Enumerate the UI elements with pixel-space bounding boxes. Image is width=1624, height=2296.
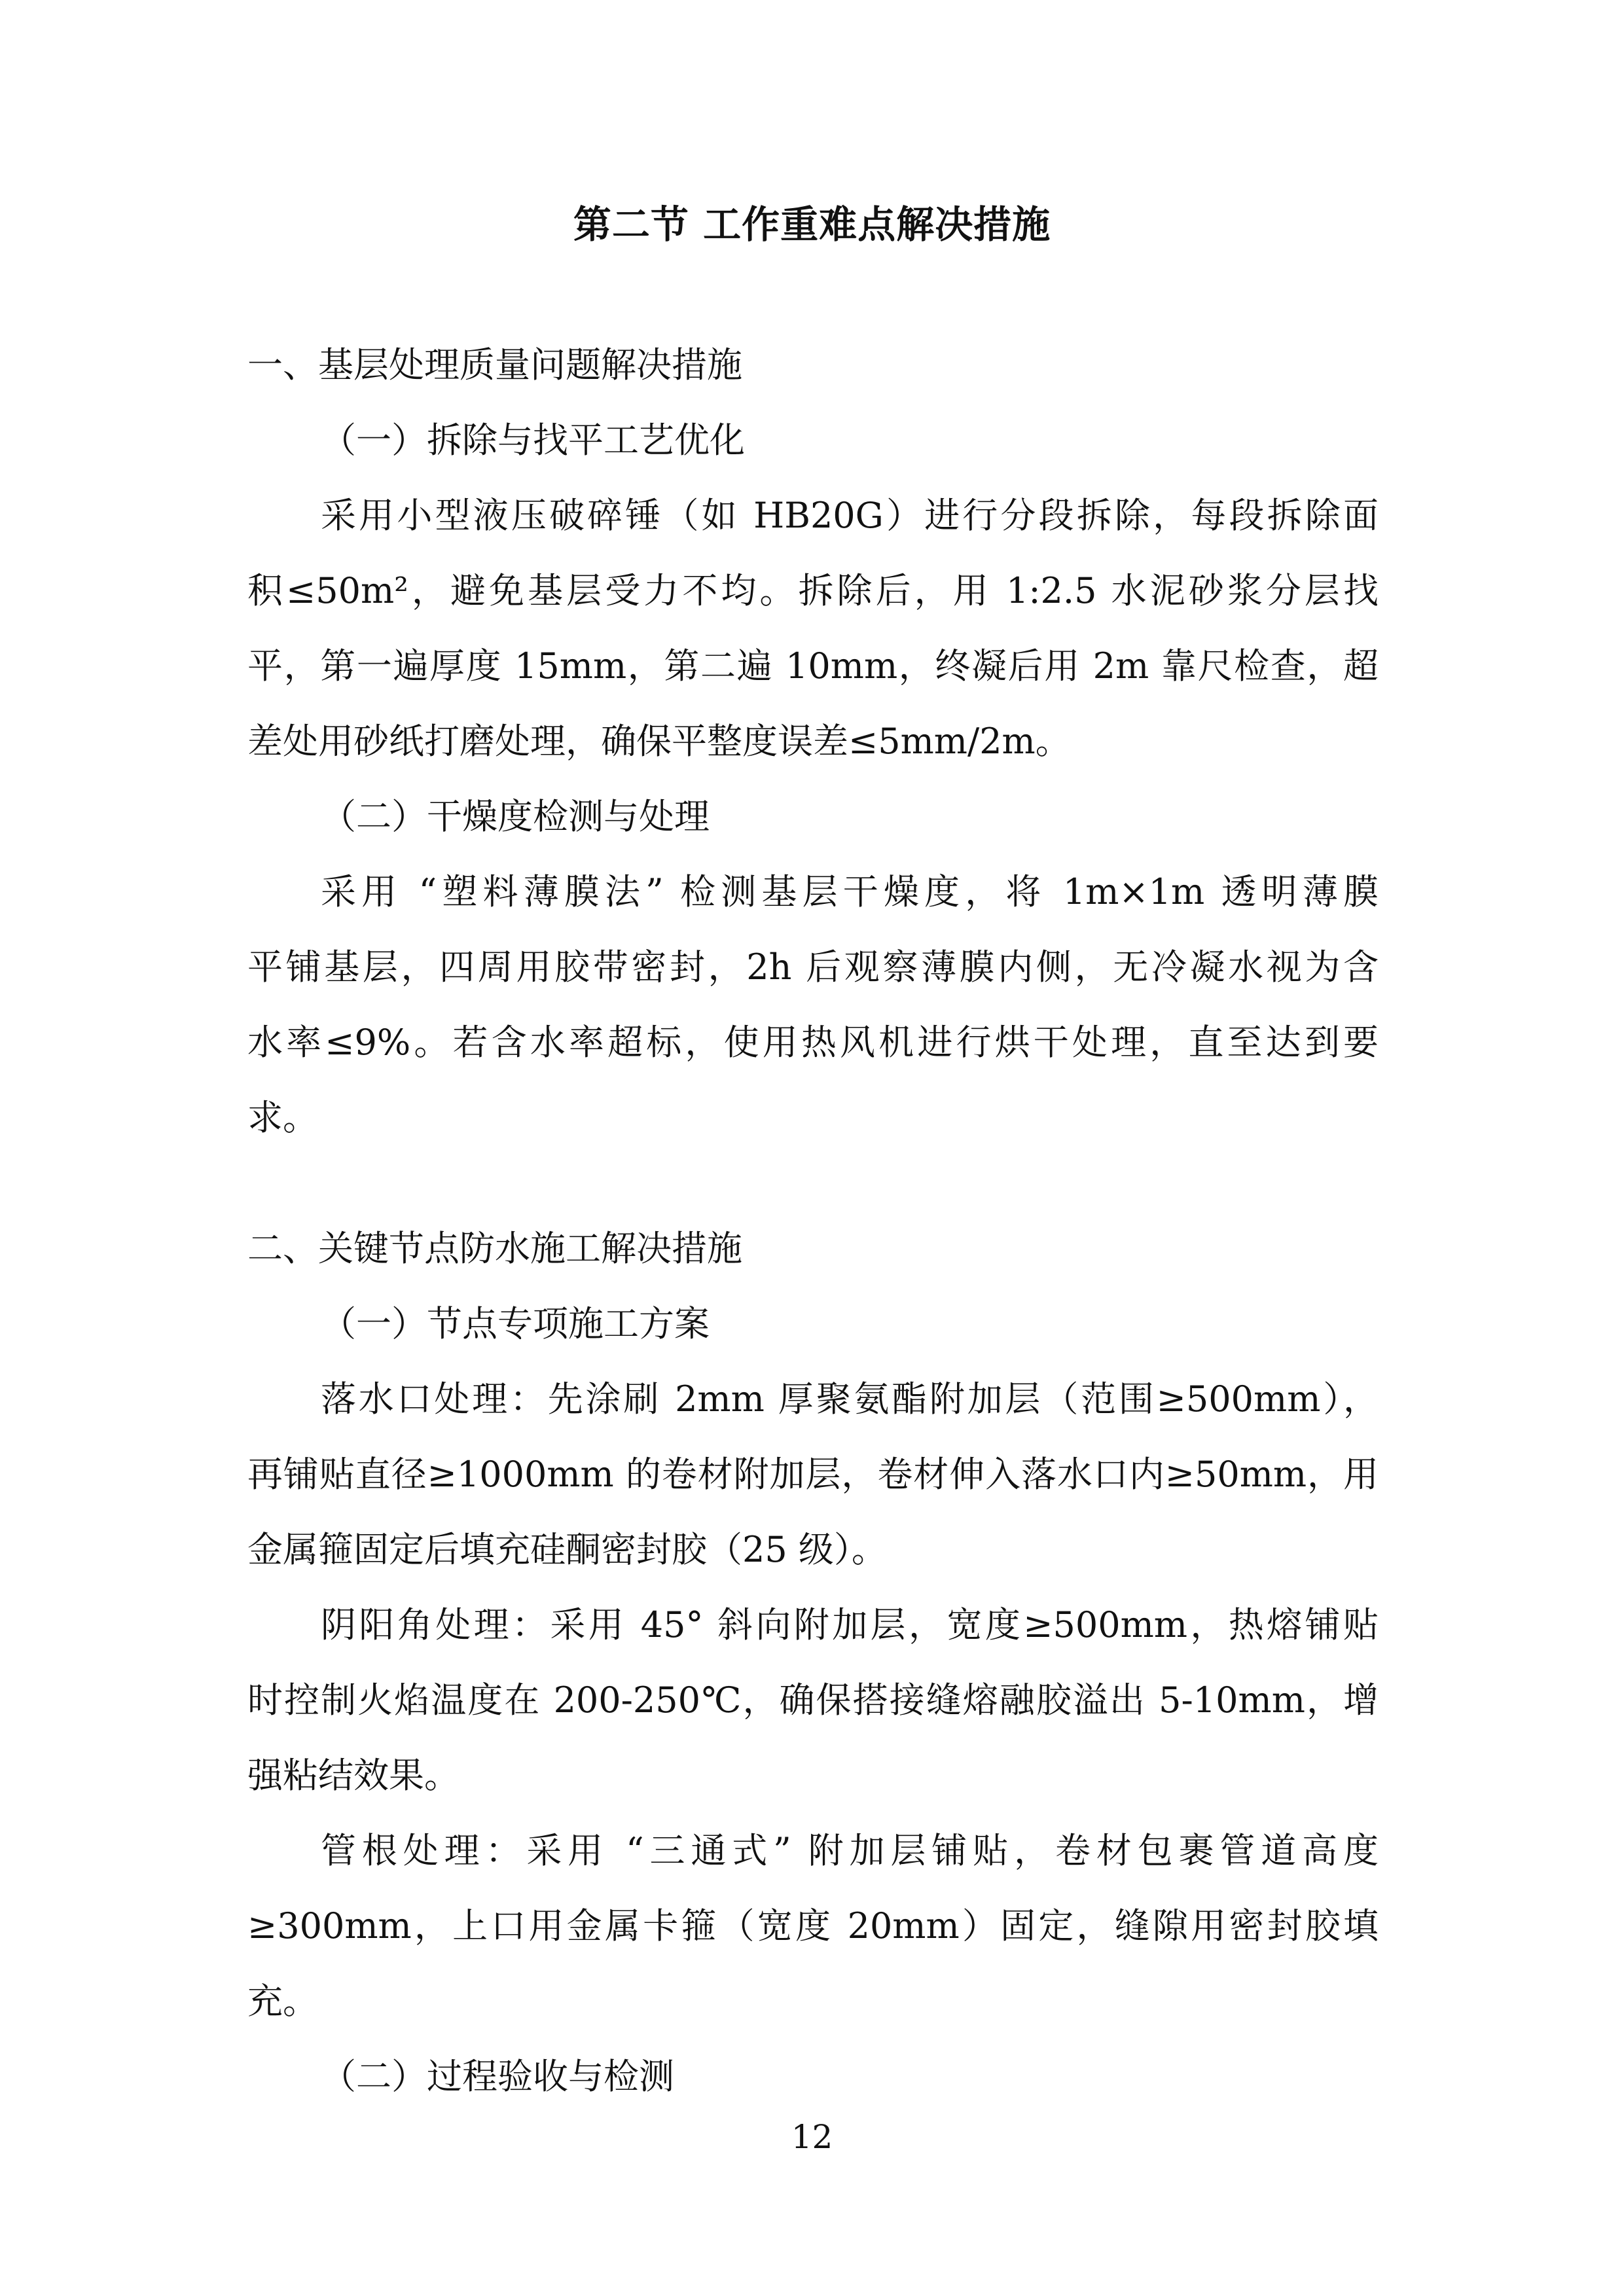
section-spacer: [247, 1155, 1379, 1211]
section-title: 第二节 工作重难点解决措施: [573, 202, 1051, 247]
heading-section-1: 一、基层处理质量问题解决措施: [247, 344, 742, 386]
subheading-2-1: （一）节点专项施工方案: [321, 1303, 710, 1344]
paragraph-line: 再铺贴直径≥1000mm 的卷材附加层，卷材伸入落水口内≥50mm，用: [247, 1454, 1379, 1495]
paragraph-line: 积≤50m²，避免基层受力不均。拆除后，用 1:2.5 水泥砂浆分层找: [247, 570, 1379, 611]
document-body: [247, 327, 1379, 2114]
paragraph-line: 差处用砂纸打磨处理，确保平整度误差≤5mm/2m。: [247, 721, 1071, 762]
subheading-1-2: （二）干燥度检测与处理: [321, 796, 710, 837]
paragraph-line: 求。: [247, 1097, 318, 1138]
paragraph-line: 金属箍固定后填充硅酮密封胶（25 级）。: [247, 1529, 887, 1570]
paragraph-line: 时控制火焰温度在 200-250℃，确保搭接缝熔融胶溢出 5-10mm，增: [247, 1679, 1379, 1721]
paragraph-line: 落水口处理：先涂刷 2mm 厚聚氨酯附加层（范围≥500mm），: [321, 1378, 1379, 1420]
paragraph-line: 管根处理：采用 “三通式” 附加层铺贴，卷材包裹管道高度: [321, 1830, 1379, 1871]
paragraph-line: 平，第一遍厚度 15mm，第二遍 10mm，终凝后用 2m 靠尺检查，超: [247, 645, 1379, 687]
paragraph-line: 平铺基层，四周用胶带密封，2h 后观察薄膜内侧，无冷凝水视为含: [247, 946, 1379, 988]
paragraph-line: ≥300mm，上口用金属卡箍（宽度 20mm）固定，缝隙用密封胶填: [247, 1905, 1379, 1946]
subheading-1-1: （一）拆除与找平工艺优化: [321, 420, 745, 461]
paragraph-line: 水率≤9%。若含水率超标，使用热风机进行烘干处理，直至达到要: [247, 1022, 1379, 1063]
paragraph-line: 强粘结效果。: [247, 1755, 460, 1796]
paragraph-line: 阴阳角处理：采用 45° 斜向附加层，宽度≥500mm，热熔铺贴: [321, 1604, 1379, 1645]
paragraph-line: 采用小型液压破碎锤（如 HB20G）进行分段拆除，每段拆除面: [321, 495, 1379, 536]
heading-section-2: 二、关键节点防水施工解决措施: [247, 1228, 742, 1269]
subheading-2-2: （二）过程验收与检测: [321, 2056, 674, 2097]
paragraph-line: 充。: [247, 1981, 318, 2022]
paragraph-line: 采用 “塑料薄膜法” 检测基层干燥度，将 1m×1m 透明薄膜: [321, 871, 1379, 912]
page-number: 12: [791, 2118, 833, 2156]
